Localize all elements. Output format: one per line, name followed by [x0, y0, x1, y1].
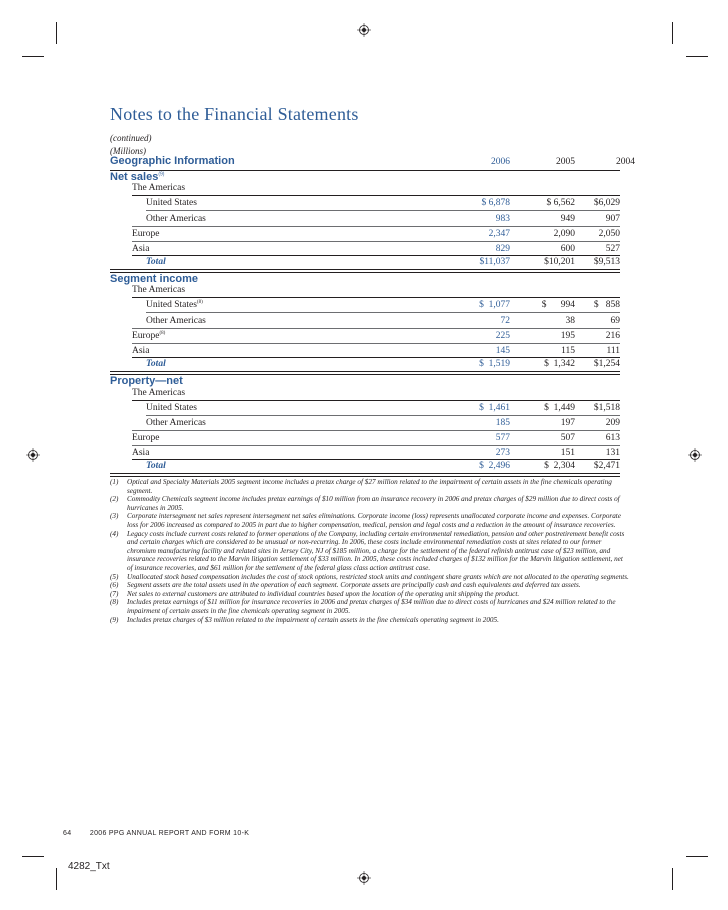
value-2005: 600 — [560, 244, 575, 254]
value-2006: 829 — [495, 244, 510, 254]
value-2004: 2,050 — [598, 229, 620, 239]
value-2005: 197 — [560, 418, 575, 428]
row-label: United States — [146, 198, 197, 208]
crop-mark — [686, 856, 708, 857]
value-2004: $ 858 — [593, 300, 620, 310]
row-rule — [146, 210, 620, 211]
total-2004: $2,471 — [593, 461, 620, 471]
continued-label: (continued) — [110, 133, 152, 143]
crop-mark — [56, 22, 57, 44]
value-2005: $ 6,562 — [546, 198, 575, 208]
total-label: Total — [146, 359, 166, 369]
total-double-rule — [110, 473, 620, 477]
value-2004: 111 — [606, 346, 620, 356]
row-label: Asia — [132, 346, 150, 356]
registration-mark-icon — [357, 23, 371, 37]
value-2004: $1,518 — [593, 403, 620, 413]
year-2006-header: 2006 — [491, 157, 510, 167]
footnote: (5) Unallocated stock based compensation includes the cost of stock options, restricted stock units and contingent share grants which are not allocated to the operating segments. — [110, 572, 629, 581]
total-2004: $1,254 — [593, 359, 620, 369]
value-2004: 216 — [605, 331, 620, 341]
footnote: (6) Segment assets are the total assets used in the operation of each segment. Corporate assets are principally cash and cash equivalents and deferred tax assets. — [110, 581, 581, 590]
year-2004-header: 2004 — [616, 157, 635, 167]
total-2006: $11,037 — [479, 257, 510, 267]
value-2004: $6,029 — [593, 198, 620, 208]
footnote: (8) Includes pretax earnings of $11 million for insurance recoveries in 2006 and pretax charges of $34 million due to direct costs of hurricanes and $24 million related to the impairment of certain assets in the fine chemicals operating segment in 2005. — [110, 598, 616, 615]
total-label: Total — [146, 257, 166, 267]
value-2006: 72 — [500, 316, 510, 326]
total-2005: $10,201 — [544, 257, 575, 267]
group-rule — [132, 195, 620, 196]
row-rule — [132, 328, 620, 329]
header-rule — [110, 170, 620, 171]
crop-mark — [672, 22, 673, 44]
americas-group-label: The Americas — [132, 388, 186, 398]
footnote: (3) Corporate intersegment net sales represent intersegment net sales eliminations. Corporate income (loss) represents unallocated corporate income and expenses. Corporate loss for 2006 increased as compared to 2005 in part due to higher compensation, medical, pension and legal costs and a reduction in the amount of insurance recoveries. — [110, 512, 621, 529]
footnote: (2) Commodity Chemicals segment income includes pretax earnings of $10 million from an insurance recovery in 2006 and pretax charges of $29 million due to direct costs of hurricanes in 2005. — [110, 495, 620, 512]
page-title: Notes to the Financial Statements — [110, 104, 359, 124]
crop-mark — [22, 56, 44, 57]
row-rule — [132, 241, 620, 242]
total-2005: $ 1,342 — [544, 359, 575, 369]
row-label: Asia — [132, 448, 150, 458]
print-slug: 4282_Txt — [68, 861, 110, 872]
report-name: 2006 PPG ANNUAL REPORT AND FORM 10-K — [89, 830, 250, 837]
value-2005: 195 — [560, 331, 575, 341]
units-label: (Millions) — [110, 146, 146, 156]
value-2004: 131 — [605, 448, 620, 458]
value-2006: 577 — [495, 433, 510, 443]
value-2005: 949 — [560, 214, 575, 224]
page-footer — [63, 830, 249, 837]
footnote: (7) Net sales to external customers are attributed to individual countries based upon the location of the operating unit shipping the product. — [110, 589, 520, 598]
value-2006: $ 6,878 — [481, 198, 510, 208]
group-rule — [132, 400, 620, 401]
registration-mark-icon — [688, 448, 702, 462]
footnote: (9) Includes pretax charges of $3 million related to the impairment of certain assets in the fine chemicals operating segment in 2005. — [110, 615, 499, 624]
value-2004: 209 — [605, 418, 620, 428]
total-2006: $ 2,496 — [479, 461, 510, 471]
row-label: Other Americas — [146, 316, 206, 326]
row-label: Europe$^{(8)}$ — [132, 331, 166, 342]
segment-income-heading: Segment income — [110, 273, 199, 285]
total-label: Total — [146, 461, 166, 471]
value-2006: $ 1,461 — [479, 403, 510, 413]
value-2004: 613 — [605, 433, 620, 443]
row-label: Europe — [132, 433, 160, 443]
value-2006: 2,347 — [488, 229, 510, 239]
crop-mark — [672, 868, 673, 890]
footnote: (1) Optical and Specialty Materials 2005 segment income includes a pretax charge of $27 million related to the impairment of certain assets in the fine chemicals operating segment. — [110, 478, 612, 495]
row-rule — [132, 343, 620, 344]
footnote: (4) Legacy costs include current costs related to former operations of the Company, including certain environmental remediation, pension and other postretirement benefit costs and certain charges which are considered to be unusual or non-recurring. In 2006, these costs include environmental remediation costs at sites related to our former chromium manufacturing facility and related sites in Jersey City, NJ of $185 million, a charge for the settlement of the federal refinish antitrust case of $23 million, and insurance recoveries related to the Marvin litigation settlement of $33 million. In 2005, these costs included charges of $132 million for the Marvin litigation settlement, net of insurance recoveries, and $61 million for the settlement of the federal glass class action antitrust case. — [110, 529, 625, 572]
row-label: Asia — [132, 244, 150, 254]
total-2005: $ 2,304 — [544, 461, 575, 471]
value-2004: 69 — [610, 316, 620, 326]
group-rule — [132, 297, 620, 298]
footnotes — [110, 478, 630, 624]
year-2005-header: 2005 — [556, 157, 575, 167]
row-label: Other Americas — [146, 418, 206, 428]
total-2006: $ 1,519 — [479, 359, 510, 369]
value-2005: 151 — [560, 448, 575, 458]
value-2006: 225 — [495, 331, 510, 341]
americas-group-label: The Americas — [132, 285, 186, 295]
row-label: United States$^{(8)}$ — [146, 300, 203, 311]
value-2005: $ 994 — [541, 300, 575, 310]
value-2004: 527 — [605, 244, 620, 254]
row-label: United States — [146, 403, 197, 413]
row-label: Other Americas — [146, 214, 206, 224]
registration-mark-icon — [26, 448, 40, 462]
row-rule — [146, 312, 620, 313]
property-net-heading: Property—net — [110, 375, 183, 387]
registration-mark-icon — [357, 871, 371, 885]
row-label: Europe — [132, 229, 160, 239]
geographic-heading: Geographic Information — [110, 155, 235, 167]
value-2005: 507 — [560, 433, 575, 443]
total-2004: $9,513 — [593, 257, 620, 267]
total-double-rule — [110, 371, 620, 375]
crop-mark — [686, 56, 708, 57]
value-2005: 115 — [561, 346, 575, 356]
value-2005: 38 — [565, 316, 575, 326]
crop-mark — [56, 868, 57, 890]
row-rule — [132, 357, 620, 358]
row-rule — [132, 255, 620, 256]
value-2006: 983 — [495, 214, 510, 224]
value-2005: $ 1,449 — [544, 403, 575, 413]
value-2006: 185 — [495, 418, 510, 428]
value-2006: $ 1,077 — [479, 300, 510, 310]
americas-group-label: The Americas — [132, 183, 186, 193]
row-rule — [146, 415, 620, 416]
row-rule — [132, 226, 620, 227]
row-rule — [132, 430, 620, 431]
page-number: 64 — [63, 830, 72, 837]
value-2004: 907 — [605, 214, 620, 224]
crop-mark — [22, 856, 44, 857]
net-sales-heading: Net sales$^{(9)}$ — [110, 171, 165, 183]
value-2005: 2,090 — [553, 229, 575, 239]
row-rule — [132, 459, 620, 460]
value-2006: 273 — [495, 448, 510, 458]
value-2006: 145 — [495, 346, 510, 356]
row-rule — [132, 445, 620, 446]
